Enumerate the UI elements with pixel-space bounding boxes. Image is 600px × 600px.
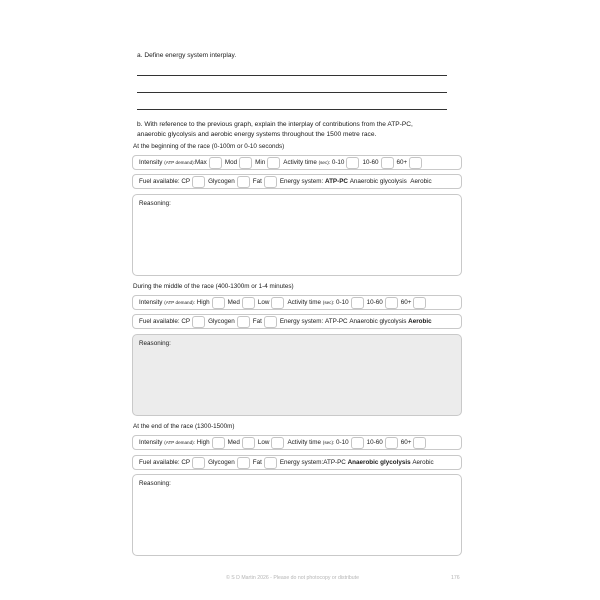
aerobic-option[interactable]: Aerobic: [412, 459, 434, 466]
question-b: [137, 120, 413, 139]
glycogen-label: Glycogen: [208, 459, 235, 466]
section-1-heading: At the beginning of the race (0-100m or 0-10 seconds): [133, 143, 285, 150]
intensity-low-checkbox[interactable]: [271, 297, 284, 309]
intensity-option-2: Mod: [224, 159, 238, 166]
time-60-plus-checkbox[interactable]: [413, 437, 426, 449]
atp-demand-label: (ATP demand):: [164, 440, 195, 445]
time-10-60-label: 10-60: [366, 439, 383, 446]
fat-label: Fat: [252, 318, 262, 325]
intensity-option-1: High: [196, 299, 210, 306]
section-2-heading: During the middle of the race (400-1300m or 1-4 minutes): [133, 283, 294, 290]
atp-pc-option[interactable]: ATP-PC: [323, 459, 346, 466]
anaerobic-option[interactable]: Anaerobic glycolysis: [347, 459, 411, 466]
atp-demand-label: (ATP demand):: [164, 160, 195, 165]
section-3-intensity-row: [132, 435, 462, 450]
cp-checkbox[interactable]: [192, 176, 205, 188]
fuel-label: Fuel available:: [139, 318, 180, 325]
intensity-med-checkbox[interactable]: [242, 437, 255, 449]
cp-label: CP: [181, 178, 191, 185]
time-0-10-checkbox[interactable]: [351, 297, 364, 309]
intensity-mod-checkbox[interactable]: [239, 157, 252, 169]
reasoning-label: Reasoning:: [139, 480, 171, 487]
fat-checkbox[interactable]: [264, 457, 277, 469]
glycogen-checkbox[interactable]: [237, 176, 250, 188]
fat-label: Fat: [252, 459, 262, 466]
intensity-high-checkbox[interactable]: [212, 437, 225, 449]
fuel-label: Fuel available:: [139, 459, 180, 466]
sec-label: (sec):: [322, 440, 335, 445]
intensity-option-2: Med: [227, 299, 240, 306]
section-1-reasoning-box[interactable]: [132, 194, 462, 276]
time-60-plus-checkbox[interactable]: [413, 297, 426, 309]
time-10-60-label: 10-60: [366, 299, 383, 306]
intensity-option-3: Min: [255, 159, 266, 166]
question-b-line-1: b. With reference to the previous graph, explain the interplay of contributions from the ATP-PC,: [137, 121, 413, 128]
cp-label: CP: [181, 459, 191, 466]
intensity-label: Intensity: [139, 439, 163, 446]
time-60-plus-label: 60+: [396, 159, 408, 166]
answer-line-1[interactable]: [137, 75, 447, 76]
time-0-10-label: 0-10: [336, 439, 349, 446]
energy-system-label: Energy system:: [279, 318, 324, 325]
section-3-fuel-row: [132, 455, 462, 470]
intensity-option-2: Med: [227, 439, 240, 446]
fuel-label: Fuel available:: [139, 178, 180, 185]
intensity-low-checkbox[interactable]: [271, 437, 284, 449]
time-0-10-checkbox[interactable]: [346, 157, 359, 169]
intensity-label: Intensity: [139, 299, 163, 306]
time-10-60-checkbox[interactable]: [385, 297, 398, 309]
time-60-plus-checkbox[interactable]: [409, 157, 422, 169]
intensity-min-checkbox[interactable]: [267, 157, 280, 169]
answer-line-2[interactable]: [137, 92, 447, 93]
cp-label: CP: [181, 318, 191, 325]
energy-system-label: Energy system:: [279, 178, 324, 185]
time-10-60-checkbox[interactable]: [381, 157, 394, 169]
intensity-option-1: High: [196, 439, 210, 446]
anaerobic-option[interactable]: Anaerobic glycolysis: [349, 178, 407, 185]
time-10-60-label: 10-60: [362, 159, 379, 166]
time-10-60-checkbox[interactable]: [385, 437, 398, 449]
glycogen-checkbox[interactable]: [237, 457, 250, 469]
page-number: 176: [451, 575, 460, 581]
section-2-intensity-row: [132, 295, 462, 310]
activity-time-label: Activity time: [283, 159, 317, 166]
copyright-footer: © S D Martin 2026 - Please do not photocopy or distribute: [226, 575, 360, 581]
atp-pc-option[interactable]: ATP-PC: [324, 318, 348, 325]
aerobic-option[interactable]: Aerobic: [408, 318, 432, 325]
intensity-high-checkbox[interactable]: [212, 297, 225, 309]
glycogen-label: Glycogen: [208, 178, 235, 185]
reasoning-label: Reasoning:: [139, 340, 171, 347]
atp-pc-option[interactable]: ATP-PC: [324, 178, 348, 185]
reasoning-label: Reasoning:: [139, 200, 171, 207]
cp-checkbox[interactable]: [192, 316, 205, 328]
intensity-option-1: Max: [194, 159, 207, 166]
fat-checkbox[interactable]: [264, 176, 277, 188]
activity-time-label: Activity time: [287, 439, 322, 446]
glycogen-checkbox[interactable]: [237, 316, 250, 328]
section-2-fuel-row: [132, 314, 462, 329]
anaerobic-option[interactable]: Anaerobic glycolysis: [349, 318, 407, 325]
fat-label: Fat: [252, 178, 262, 185]
section-3-heading: At the end of the race (1300-1500m): [133, 423, 235, 430]
atp-demand-label: (ATP demand):: [164, 300, 195, 305]
aerobic-option[interactable]: Aerobic: [410, 178, 432, 185]
question-b-line-2: anaerobic glycolysis and aerobic energy systems throughout the 1500 metre race.: [137, 130, 377, 138]
intensity-option-3: Low: [257, 299, 270, 306]
fat-checkbox[interactable]: [264, 316, 277, 328]
time-60-plus-label: 60+: [400, 299, 412, 306]
section-1-fuel-row: [132, 174, 462, 189]
section-1-intensity-row: [132, 155, 462, 170]
question-a: a. Define energy system interplay.: [137, 52, 237, 59]
intensity-label: Intensity: [139, 159, 163, 166]
time-0-10-label: 0-10: [336, 299, 349, 306]
time-0-10-label: 0-10: [331, 159, 345, 166]
sec-label: (sec):: [318, 160, 331, 165]
intensity-option-3: Low: [257, 439, 270, 446]
time-60-plus-label: 60+: [400, 439, 412, 446]
intensity-med-checkbox[interactable]: [242, 297, 255, 309]
cp-checkbox[interactable]: [192, 457, 205, 469]
sec-label: (sec):: [322, 300, 335, 305]
energy-system-label: Energy system:: [279, 459, 324, 466]
section-2-reasoning-box[interactable]: [132, 334, 462, 416]
glycogen-label: Glycogen: [208, 318, 235, 325]
activity-time-label: Activity time: [287, 299, 322, 306]
intensity-max-checkbox[interactable]: [209, 157, 222, 169]
answer-line-3[interactable]: [137, 109, 447, 110]
time-0-10-checkbox[interactable]: [351, 437, 364, 449]
section-3-reasoning-box[interactable]: [132, 474, 462, 556]
